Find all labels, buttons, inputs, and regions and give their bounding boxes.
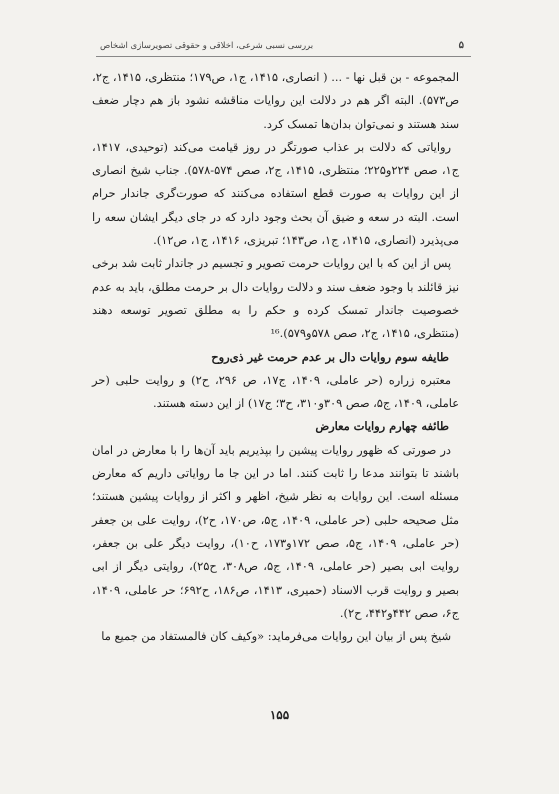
header-page-marker: ۵ (458, 40, 464, 51)
body-text (92, 66, 459, 648)
running-header (100, 40, 464, 51)
section-heading-4: طائفه چهارم روایات معارض (315, 419, 449, 434)
section-heading-3: طایفه سوم روایات دال بر عدم حرمت غیر ذی‌روح (211, 349, 449, 364)
paragraph-6: شیخ پس از بیان این روایات می‌فرماید: «وکیف کان فالمستفاد من جمیع ما (101, 629, 451, 644)
paragraph-1: المجموعه - بن قبل نها - ... ( انصاری، ۱۴۱۵، ج۱، ص۱۷۹؛ منتظری، ۱۴۱۵، ج۲، ص۵۷۳). البته اگر هم در دلالت این روایات مناقشه نشود باز هم دچار ضعف سند هستند و نمی‌توان بدان‌ها تمسک کرد. (92, 70, 459, 131)
paragraph-3: پس از این که با این روایات حرمت تصویر و تجسیم در جاندار ثابت شد برخی نیز قائلند با وجود ضعف سند و دلالت روایات دال بر حرمت مطلق، باید به عدم خصوصیت جاندار تمسک کرده و حکم را به مطلق تصویر توسعه دهند (منتظری، ۱۴۱۵، ج۲، صص ۵۷۸و۵۷۹).¹⁶ (92, 256, 459, 341)
paragraph-2: روایاتی که دلالت بر عذاب صورتگر در روز قیامت می‌کند (توحیدی، ۱۴۱۷، ج۱، صص ۲۲۴و۲۲۵؛ منتظری، ۱۴۱۵، ج۲، صص ۵۷۴-۵۷۸). جناب شیخ انصاری از این روایات به صورت قطع استفاده می‌کنند که صورت‌گری جاندار حرام است. البته در سعه و ضیق آن بحث وجود دارد که در جای دیگر ایشان سعه را می‌پذیرد (انصاری، ۱۴۱۵، ج۱، ص۱۴۳؛ تبریزی، ۱۴۱۶، ج۱، ص۱۲). (92, 139, 459, 248)
paragraph-5: در صورتی که ظهور روایات پیشین را بپذیریم باید آن‌ها را با معارض در امان باشند تا بتوانند مدعا را ثابت کنند. اما در این جا ما روایاتی داریم که معارض مسئله است. این روایات به نظر شیخ، اظهر و اکثر از روایات پیشین هستند؛ مثل صحیحه حلبی (حر عاملی، ۱۴۰۹، ج۵، ص۱۷۰، ح۲)، روایت علی بن جعفر (حر عاملی، ۱۴۰۹، ج۵، صص ۱۷۲و۱۷۳، ح۱۰)، روایت دیگر علی بن جعفر، روایت ابی بصیر (حر عاملی، ۱۴۰۹، ج۵، ص۳۰۸، ح۲۵)، روایتی دیگر از ابی بصیر و روایت قرب الاسناد (حمیری، ۱۴۱۳، ص۱۸۶، ح۶۹۲؛ حر عاملی، ۱۴۰۹، ج۶، صص ۴۴۲و۴۴۲، ح۲). (92, 442, 460, 620)
page-number: ۱۵۵ (269, 708, 290, 722)
header-title: بررسی نسبی شرعی، اخلاقی و حقوقی تصویرسازی اشخاص (100, 40, 314, 51)
paragraph-4: معتبره زراره (حر عاملی، ۱۴۰۹، ج۱۷، ص ۲۹۶، ح۲) و روایت حلبی (حر عاملی، ۱۴۰۹، ج۵، صص ۳۰۹و۳۱۰، ح۳؛ ج۱۷) از این دسته هستند. (92, 372, 459, 411)
header-rule (96, 56, 471, 57)
